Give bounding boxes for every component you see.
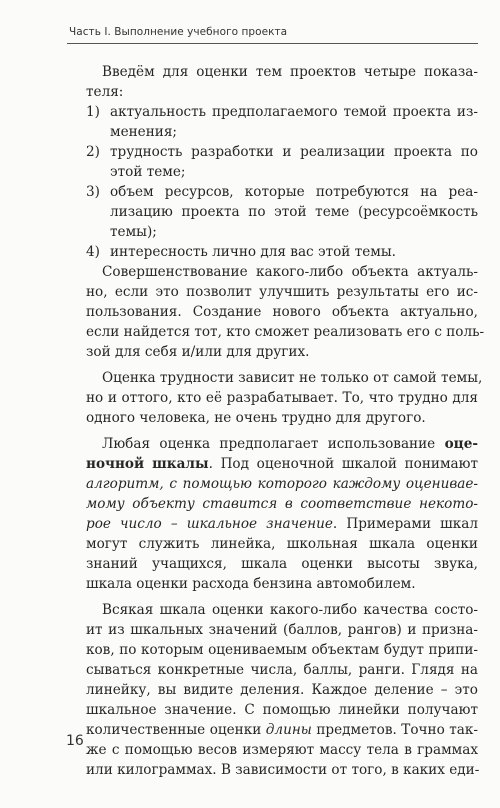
text-line: интересность лично для вас этой темы. — [110, 244, 396, 260]
text-line: Любая оценка предполагает использование — [102, 436, 445, 452]
list-item — [86, 182, 478, 242]
italic-term: длины — [265, 722, 312, 738]
text-line: шкала оценки расхода бензина автомобилем. — [86, 576, 416, 592]
bold-term: оце- — [444, 436, 478, 452]
text-line: . Примерами шкал — [332, 516, 478, 532]
text-line: зой для себя и/или для других. — [86, 344, 310, 360]
text-line: знаний учащихся, шкала оценки высоты звука, — [86, 556, 478, 572]
text-line: ков, по которым оцениваемым объектам будут припи- — [86, 642, 478, 658]
header-rule — [67, 43, 478, 44]
text-line: этой теме; — [110, 164, 186, 180]
text-line: предметов. Точно так- — [311, 722, 478, 738]
text-line: Введём для оценки тем проектов четыре показа- — [102, 64, 478, 80]
text-line: одного человека, не очень трудно для другого. — [86, 410, 426, 426]
text-line: но и оттого, кто её разрабатывает. То, что трудно для — [86, 390, 478, 406]
text-line: но, если это позволит улучшить результаты его ис- — [86, 284, 478, 300]
text-line: шкальное значение. С помощью линейки получают — [86, 702, 478, 718]
intro-paragraph — [86, 62, 478, 102]
text-line: или килограммах. В зависимости от того, в каких еди- — [86, 762, 480, 778]
list-item — [86, 102, 478, 142]
text-line: если найдется тот, кто сможет реализовать его с поль- — [86, 324, 485, 340]
text-line: темы); — [110, 224, 157, 240]
italic-definition: алгоритм, с помощью которого каждому оценивае- — [86, 476, 478, 492]
running-head: Часть I. Выполнение учебного проекта — [69, 26, 288, 38]
text-line: ит из шкальных значений (баллов, рангов) и призна- — [86, 622, 478, 638]
indicator-list — [86, 102, 478, 262]
list-number: 2) — [86, 144, 100, 160]
text-line: менения; — [110, 124, 177, 140]
text-line: объем ресурсов, которые потребуются на реа- — [110, 184, 478, 200]
text-line: Совершенствование какого-либо объекта актуаль- — [102, 264, 478, 280]
list-number: 1) — [86, 104, 100, 120]
list-number: 4) — [86, 244, 100, 260]
text-line: сываться конкретные числа, баллы, ранги. Глядя на — [86, 662, 478, 678]
paragraph-difficulty — [86, 368, 483, 428]
text-line: же с помощью весов измеряют массу тела в граммах — [86, 742, 478, 758]
list-item — [86, 242, 478, 262]
bold-term: ночной шкалы — [86, 456, 209, 472]
list-number: 3) — [86, 184, 100, 200]
text-line: Оценка трудности зависит не только от самой темы, — [102, 370, 483, 386]
body-text — [86, 62, 485, 780]
paragraph-relevance — [86, 262, 485, 362]
text-line: лизацию проекта по этой теме (ресурсоёмкость — [110, 204, 478, 220]
text-line: актуальность предполагаемого темой проекта из- — [110, 104, 478, 120]
text-line: . Под оценочной шкалой понимают — [208, 456, 478, 472]
italic-definition: рое число – шкальное значение — [86, 516, 333, 532]
italic-definition: мому объекту ставится в соответствие некото- — [86, 496, 478, 512]
text-line: линейку, вы видите деления. Каждое деление – это — [86, 682, 478, 698]
text-line: Всякая шкала оценки какого-либо качества состо- — [102, 602, 478, 618]
text-line: трудность разработки и реализации проекта по — [110, 144, 478, 160]
page-number: 16 — [66, 733, 84, 749]
text-line: могут служить линейка, школьная шкала оценки — [86, 536, 478, 552]
text-line: теля: — [86, 84, 124, 100]
text-line: пользования. Создание нового объекта актуально, — [86, 304, 478, 320]
list-item — [86, 142, 478, 182]
text-line: количественные оценки — [86, 722, 266, 738]
paragraph-scale-values — [86, 600, 478, 780]
paragraph-scale — [86, 434, 478, 594]
